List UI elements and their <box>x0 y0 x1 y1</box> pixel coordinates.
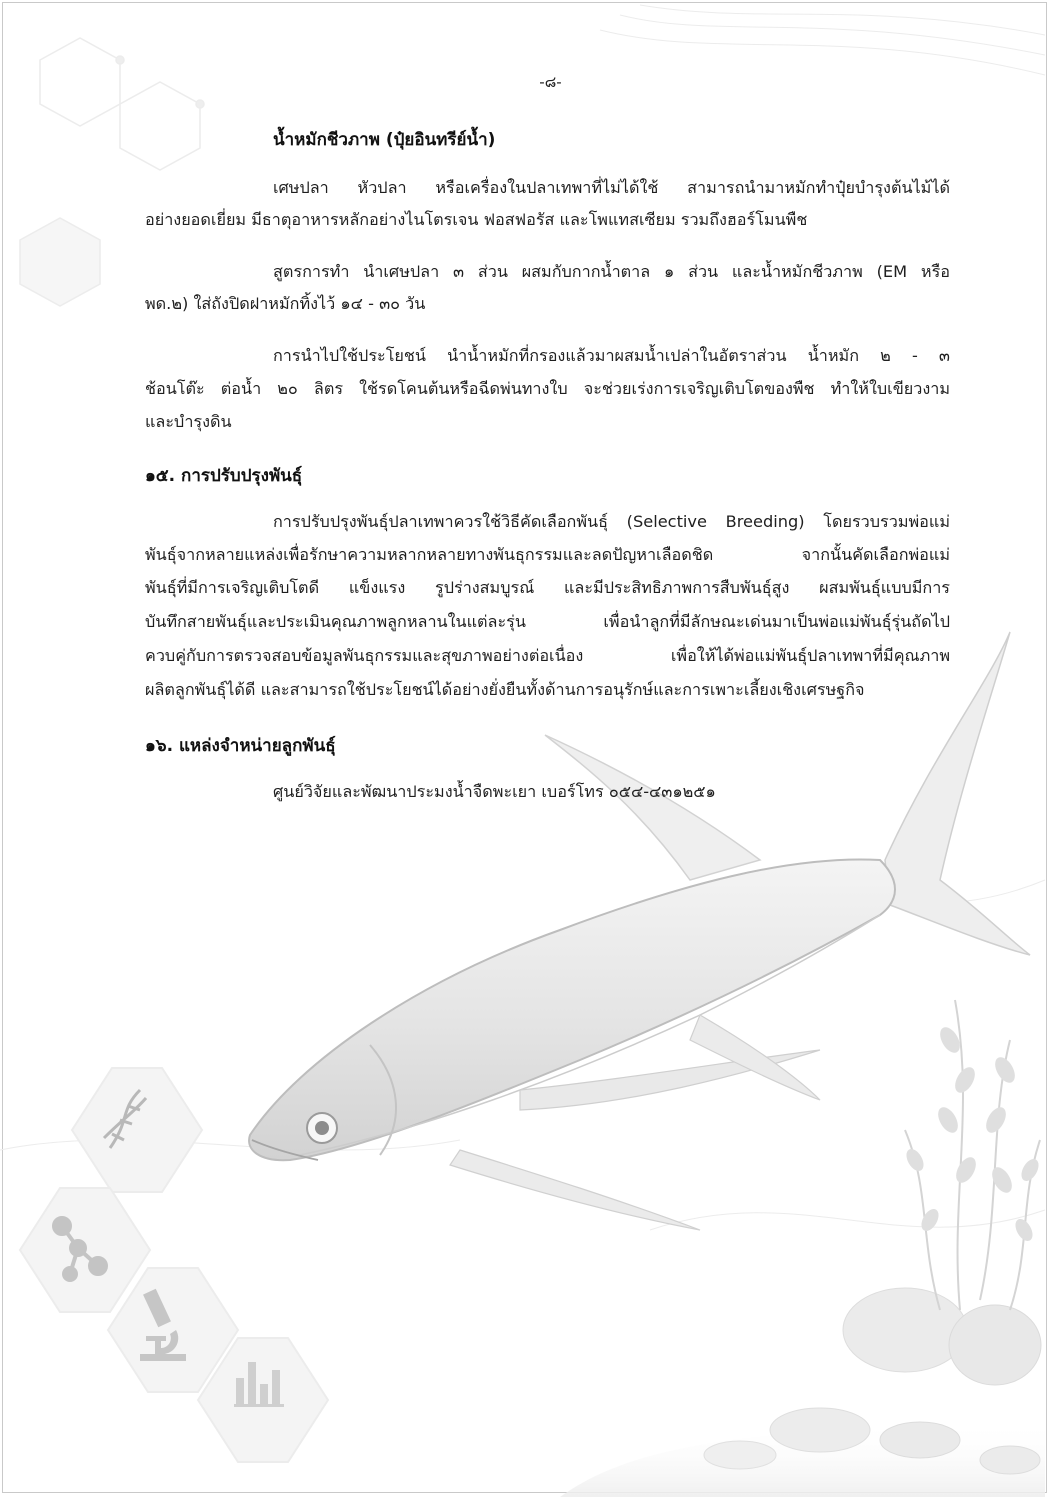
paragraph-line: เศษปลา หัวปลา หรือเครื่องในปลาเทพาที่ไม่ได้ใช้ สามารถนำมาหมักทำปุ๋ยบำรุงต้นไม้ได้ <box>273 178 950 197</box>
paragraph-line: สูตรการทำ นำเศษปลา ๓ ส่วน ผสมกับกากน้ำตาล ๑ ส่วน และน้ำหมักชีวภาพ (EM หรือ <box>273 262 950 281</box>
paragraph-line: ผลิตลูกพันธุ์ได้ดี และสามารถใช้ประโยชน์ได้อย่างยั่งยืนทั้งด้านการอนุรักษ์และการเพาะเลี้ยงเชิงเศรษฐกิจ <box>145 680 865 699</box>
section-heading-compost: น้ำหมักชีวภาพ (ปุ๋ยอินทรีย์น้ำ) <box>273 130 496 150</box>
page-number: -๘- <box>539 73 562 91</box>
paragraph-line: อย่างยอดเยี่ยม มีธาตุอาหารหลักอย่างไนโตรเจน ฟอสฟอรัส และโพแทสเซียม รวมถึงฮอร์โมนพืช <box>145 210 808 229</box>
section-heading-breeding: ๑๕. การปรับปรุงพันธุ์ <box>145 466 303 486</box>
paragraph-line: การนำไปใช้ประโยชน์ นำน้ำหมักที่กรองแล้วมาผสมน้ำเปล่าในอัตราส่วน น้ำหมัก ๒ - ๓ <box>273 346 950 365</box>
paragraph-line: ควบคู่กับการตรวจสอบข้อมูลพันธุกรรมและสุขภาพอย่างต่อเนื่อง เพื่อให้ได้พ่อแม่พันธุ์ปลาเทพาที่มีคุณภาพ <box>145 646 950 665</box>
section-heading-source: ๑๖. แหล่งจำหน่ายลูกพันธุ์ <box>145 736 336 756</box>
paragraph-line: พันธุ์จากหลายแหล่งเพื่อรักษาความหลากหลายทางพันธุกรรมและลดปัญหาเลือดชิด จากนั้นคัดเลือกพ่อแม่ <box>145 545 950 564</box>
paragraph-line: ช้อนโต๊ะ ต่อน้ำ ๒๐ ลิตร ใช้รดโคนต้นหรือฉีดพ่นทางใบ จะช่วยเร่งการเจริญเติบโตของพืช ทำให้ใบเขียวงาม <box>145 379 950 398</box>
paragraph-line: พด.๒) ใส่ถังปิดฝาหมักทิ้งไว้ ๑๔ - ๓๐ วัน <box>145 294 426 313</box>
paragraph-line: บันทึกสายพันธุ์และประเมินคุณภาพลูกหลานในแต่ละรุ่น เพื่อนำลูกที่มีลักษณะเด่นมาเป็นพ่อแม่พันธุ์รุ่นถัดไป <box>145 612 950 631</box>
contact-line: ศูนย์วิจัยและพัฒนาประมงน้ำจืดพะเยา เบอร์โทร ๐๕๔-๔๓๑๒๕๑ <box>273 782 716 801</box>
paragraph-line: การปรับปรุงพันธุ์ปลาเทพาควรใช้วิธีคัดเลือกพันธุ์ (Selective Breeding) โดยรวบรวมพ่อแม่ <box>273 512 950 531</box>
paragraph-line: และบำรุงดิน <box>145 412 232 431</box>
paragraph-line: พันธุ์ที่มีการเจริญเติบโตดี แข็งแรง รูปร่างสมบูรณ์ และมีประสิทธิภาพการสืบพันธุ์สูง ผสมพันธุ์แบบมีการ <box>145 578 950 597</box>
